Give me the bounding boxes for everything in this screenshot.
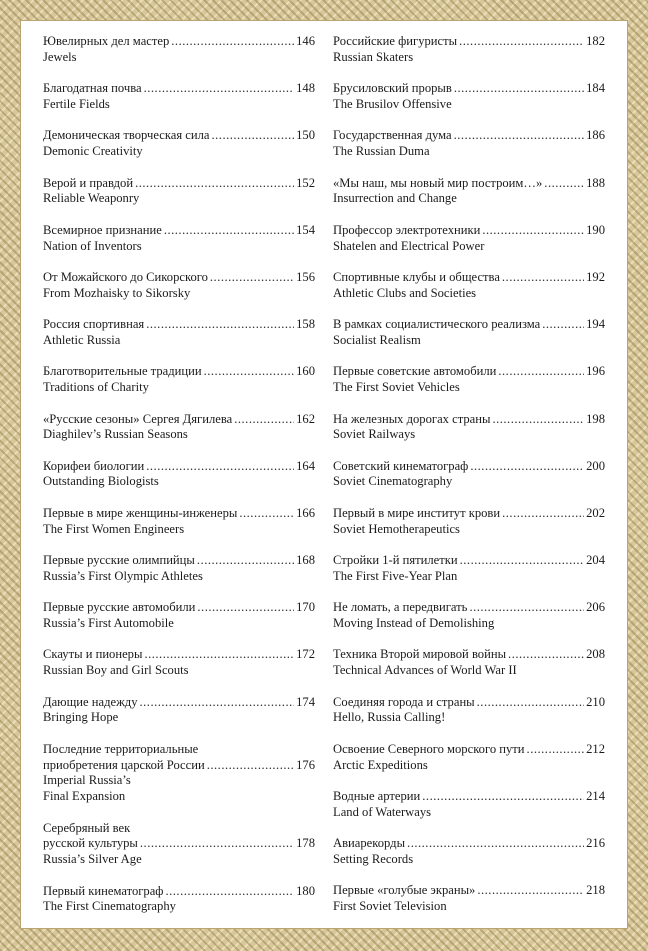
entry-title-en: The Russian Duma — [333, 144, 430, 159]
dot-leader — [477, 883, 584, 899]
toc-entry — [43, 506, 315, 538]
toc-entry — [43, 270, 315, 302]
entry-title-en: Reliable Weaponry — [43, 191, 140, 206]
page-number: 208 — [586, 647, 605, 662]
entry-title-en-line2: Final Expansion — [43, 789, 126, 804]
entry-title-en: Socialist Realism — [333, 332, 421, 347]
dot-leader — [144, 81, 295, 97]
entry-title-en: Fertile Fields — [43, 96, 110, 111]
dot-leader — [146, 459, 294, 475]
toc-entry — [43, 128, 315, 160]
page-number: 188 — [586, 175, 605, 190]
dot-leader — [502, 270, 584, 286]
entry-title-en: The First Women Engineers — [43, 521, 185, 536]
page-number: 168 — [296, 553, 315, 568]
entry-title-en: The First Cinematography — [43, 899, 176, 914]
page-number: 164 — [296, 458, 315, 473]
dot-leader — [140, 836, 294, 852]
entry-title-ru: Первые русские автомобили — [43, 600, 196, 615]
dot-leader — [470, 459, 584, 475]
entry-title-ru: Брусиловский прорыв — [333, 81, 452, 96]
page-number: 204 — [586, 553, 605, 568]
page-number: 196 — [586, 364, 605, 379]
dot-leader — [239, 506, 294, 522]
entry-title-ru: Скауты и пионеры — [43, 647, 143, 662]
entry-title-en: Land of Waterways — [333, 804, 432, 819]
entry-row — [43, 836, 315, 852]
toc-entry — [333, 364, 605, 396]
entry-title-ru: «Мы наш, мы новый мир построим…» — [333, 175, 543, 190]
toc-entry — [43, 81, 315, 113]
toc-entry — [333, 647, 605, 679]
dot-leader — [544, 176, 584, 192]
entry-row — [43, 647, 315, 663]
entry-row — [333, 600, 605, 616]
entry-title-en: Soviet Hemotherapeutics — [333, 521, 460, 536]
toc-entry — [43, 600, 315, 632]
toc-entry — [43, 821, 315, 868]
toc-entry — [43, 317, 315, 349]
toc-entry — [333, 695, 605, 727]
entry-title-en: Arctic Expeditions — [333, 757, 428, 772]
dot-leader — [482, 223, 584, 239]
toc-entry — [43, 884, 315, 916]
entry-title-ru: В рамках социалистического реализма — [333, 317, 541, 332]
entry-title-en: Nation of Inventors — [43, 238, 142, 253]
entry-title-en: Russia’s First Olympic Athletes — [43, 568, 203, 583]
toc-entry — [43, 695, 315, 727]
entry-title-en: Soviet Cinematography — [333, 474, 453, 489]
toc-entry — [333, 270, 605, 302]
dot-leader — [171, 34, 294, 50]
dot-leader — [197, 600, 294, 616]
entry-title-en: Jewels — [43, 49, 77, 64]
entry-row — [333, 836, 605, 852]
toc-entry — [43, 34, 315, 66]
page-number: 210 — [586, 694, 605, 709]
toc-entry — [333, 176, 605, 208]
entry-title-en: Outstanding Biologists — [43, 474, 159, 489]
entry-row — [43, 506, 315, 522]
entry-row — [43, 176, 315, 192]
entry-row — [43, 758, 315, 774]
entry-title-ru: Ювелирных дел мастер — [43, 34, 170, 48]
entry-title-en: Russian Skaters — [333, 49, 414, 64]
entry-row — [333, 695, 605, 711]
dot-leader — [454, 81, 584, 97]
page-number: 200 — [586, 458, 605, 473]
toc-entry — [333, 506, 605, 538]
page-number: 156 — [296, 269, 315, 284]
toc-entry — [333, 789, 605, 821]
entry-title-en: Russia’s First Automobile — [43, 616, 174, 631]
entry-title-en: Bringing Hope — [43, 710, 119, 725]
entry-row — [43, 600, 315, 616]
dot-leader — [498, 364, 584, 380]
page-number: 198 — [586, 411, 605, 426]
entry-title-en: Insurrection and Change — [333, 191, 457, 206]
entry-row — [333, 317, 605, 333]
page-number: 172 — [296, 647, 315, 662]
entry-title-en: Technical Advances of World War II — [333, 663, 517, 678]
entry-title-ru: Всемирное признание — [43, 222, 162, 237]
page-number: 212 — [586, 741, 605, 756]
page-number: 162 — [296, 411, 315, 426]
page-number: 194 — [586, 317, 605, 332]
toc-entry — [333, 836, 605, 868]
toc-entry — [43, 647, 315, 679]
entry-row — [333, 223, 605, 239]
entry-title-ru: Благодатная почва — [43, 81, 142, 96]
toc-entry — [333, 81, 605, 113]
toc-entry — [43, 553, 315, 585]
entry-title-ru-line1: Последние территориальные — [43, 741, 199, 756]
entry-title-ru: Демоническая творческая сила — [43, 128, 210, 143]
page-number: 218 — [586, 883, 605, 898]
page-number: 170 — [296, 600, 315, 615]
entry-title-ru: Благотворительные традиции — [43, 364, 202, 379]
page-number: 180 — [296, 883, 315, 898]
toc-entry — [333, 412, 605, 444]
page-number: 158 — [296, 317, 315, 332]
contents-panel — [20, 20, 628, 929]
entry-row — [333, 647, 605, 663]
entry-row — [333, 364, 605, 380]
entry-title-en: First Soviet Television — [333, 899, 447, 914]
dot-leader — [542, 317, 584, 333]
entry-title-en: Traditions of Charity — [43, 380, 149, 395]
dot-leader — [140, 695, 295, 711]
page-number: 206 — [586, 600, 605, 615]
entry-row — [43, 128, 315, 144]
entry-row — [333, 176, 605, 192]
dot-leader — [459, 34, 584, 50]
dot-leader — [508, 647, 584, 663]
entry-title-ru: Стройки 1-й пятилетки — [333, 553, 458, 568]
dot-leader — [146, 317, 294, 333]
entry-title-ru: Спортивные клубы и общества — [333, 269, 500, 284]
left-column — [43, 34, 315, 931]
page-number: 216 — [586, 836, 605, 851]
entry-title-en: Demonic Creativity — [43, 144, 143, 159]
right-column — [333, 34, 605, 931]
toc-entry — [333, 34, 605, 66]
toc-entry — [43, 412, 315, 444]
entry-title-en: Setting Records — [333, 851, 414, 866]
entry-title-ru-line1: Серебряный век — [43, 820, 131, 835]
toc-entry — [333, 883, 605, 915]
toc-entry — [333, 317, 605, 349]
dot-leader — [492, 412, 584, 428]
entry-title-ru: Первые в мире женщины-инженеры — [43, 505, 238, 520]
entry-row — [43, 270, 315, 286]
dot-leader — [527, 742, 585, 758]
dot-leader — [469, 600, 584, 616]
entry-title-en: Athletic Clubs and Societies — [333, 285, 477, 300]
entry-row — [333, 270, 605, 286]
entry-title-en: From Mozhaisky to Sikorsky — [43, 285, 191, 300]
entry-title-ru: Авиарекорды — [333, 836, 406, 851]
toc-entry — [333, 128, 605, 160]
entry-row — [333, 412, 605, 428]
entry-title-en: Hello, Russia Calling! — [333, 710, 446, 725]
dot-leader — [204, 364, 295, 380]
entry-row — [333, 128, 605, 144]
entry-row — [43, 695, 315, 711]
dot-leader — [502, 506, 584, 522]
entry-title-en: The First Five-Year Plan — [333, 568, 458, 583]
entry-row — [333, 81, 605, 97]
page-number: 192 — [586, 269, 605, 284]
entry-title-en: Shatelen and Electrical Power — [333, 238, 485, 253]
page-number: 174 — [296, 694, 315, 709]
dot-leader — [197, 553, 294, 569]
page-number: 148 — [296, 81, 315, 96]
page-number: 182 — [586, 34, 605, 48]
entry-row — [333, 742, 605, 758]
page-number: 214 — [586, 789, 605, 803]
entry-row — [43, 364, 315, 380]
page-number: 202 — [586, 505, 605, 520]
page-number: 152 — [296, 175, 315, 190]
entry-row — [333, 789, 605, 805]
entry-title-en: Imperial Russia’s — [43, 773, 131, 788]
dot-leader — [407, 836, 584, 852]
entry-title-ru: Не ломать, а передвигать — [333, 600, 468, 615]
entry-row — [43, 81, 315, 97]
entry-title-en: The Brusilov Offensive — [333, 96, 452, 111]
entry-title-en: Russian Boy and Girl Scouts — [43, 663, 189, 678]
entry-title-ru: Дающие надежду — [43, 694, 138, 709]
page-number: 154 — [296, 222, 315, 237]
entry-title-ru: Первые «голубые экраны» — [333, 883, 476, 898]
entry-row — [43, 317, 315, 333]
page-number: 178 — [296, 836, 315, 851]
entry-row — [43, 884, 315, 900]
entry-title-ru: Россия спортивная — [43, 317, 145, 332]
entry-row — [333, 553, 605, 569]
page-number: 150 — [296, 128, 315, 143]
dot-leader — [210, 270, 294, 286]
toc-entry — [333, 223, 605, 255]
toc-entry — [43, 223, 315, 255]
toc-entry — [333, 553, 605, 585]
page-number: 184 — [586, 81, 605, 96]
dot-leader — [477, 695, 584, 711]
entry-title-ru: Советский кинематограф — [333, 458, 469, 473]
entry-row — [333, 883, 605, 899]
entry-title-en: Diaghilev’s Russian Seasons — [43, 427, 188, 442]
page-number: 146 — [296, 34, 315, 48]
entry-title-ru: На железных дорогах страны — [333, 411, 491, 426]
entry-title-ru: Корифеи биологии — [43, 458, 145, 473]
entry-title-ru: Российские фигуристы — [333, 34, 458, 48]
entry-row — [333, 459, 605, 475]
entry-row — [333, 34, 605, 50]
toc-entry — [43, 364, 315, 396]
entry-row — [43, 412, 315, 428]
toc-entry — [333, 600, 605, 632]
entry-title-ru: Первые русские олимпийцы — [43, 553, 195, 568]
entry-title-ru: Первые советские автомобили — [333, 364, 497, 379]
toc-entry — [43, 459, 315, 491]
entry-title-ru: Первый кинематограф — [43, 883, 164, 898]
entry-title-ru: Верой и правдой — [43, 175, 134, 190]
page-number: 190 — [586, 222, 605, 237]
entry-title-ru: Профессор электротехники — [333, 222, 481, 237]
entry-title-ru: Техника Второй мировой войны — [333, 647, 507, 662]
entry-title-ru: Государственная дума — [333, 128, 452, 143]
entry-title-ru: приобретения царской России — [43, 757, 205, 772]
entry-row — [333, 506, 605, 522]
entry-title-ru: Водные артерии — [333, 789, 421, 803]
entry-title-en: Moving Instead of Demolishing — [333, 616, 495, 631]
page-number: 166 — [296, 505, 315, 520]
dot-leader — [422, 789, 584, 805]
entry-title-ru: русской культуры — [43, 836, 138, 851]
page-number: 186 — [586, 128, 605, 143]
page-number: 160 — [296, 364, 315, 379]
entry-row — [43, 223, 315, 239]
entry-row — [43, 553, 315, 569]
entry-row — [43, 34, 315, 50]
dot-leader — [164, 223, 294, 239]
entry-title-ru: «Русские сезоны» Сергея Дягилева — [43, 411, 233, 426]
dot-leader — [144, 647, 294, 663]
entry-title-en: Athletic Russia — [43, 332, 121, 347]
entry-title-en: The First Soviet Vehicles — [333, 380, 460, 395]
toc-entry — [333, 459, 605, 491]
dot-leader — [454, 128, 585, 144]
dot-leader — [460, 553, 584, 569]
entry-title-ru: От Можайского до Сикорского — [43, 269, 208, 284]
entry-title-en: Soviet Railways — [333, 427, 416, 442]
dot-leader — [212, 128, 295, 144]
toc-entry — [43, 742, 315, 805]
entry-row — [43, 459, 315, 475]
page-number: 176 — [296, 757, 315, 772]
dot-leader — [234, 412, 294, 428]
dot-leader — [207, 758, 294, 774]
entry-title-ru: Освоение Северного морского пути — [333, 741, 525, 756]
dot-leader — [135, 176, 294, 192]
toc-entry — [43, 176, 315, 208]
entry-title-ru: Первый в мире институт крови — [333, 505, 501, 520]
dot-leader — [165, 884, 294, 900]
toc-entry — [333, 742, 605, 774]
entry-title-en: Russia’s Silver Age — [43, 852, 142, 867]
entry-title-ru: Соединяя города и страны — [333, 694, 475, 709]
